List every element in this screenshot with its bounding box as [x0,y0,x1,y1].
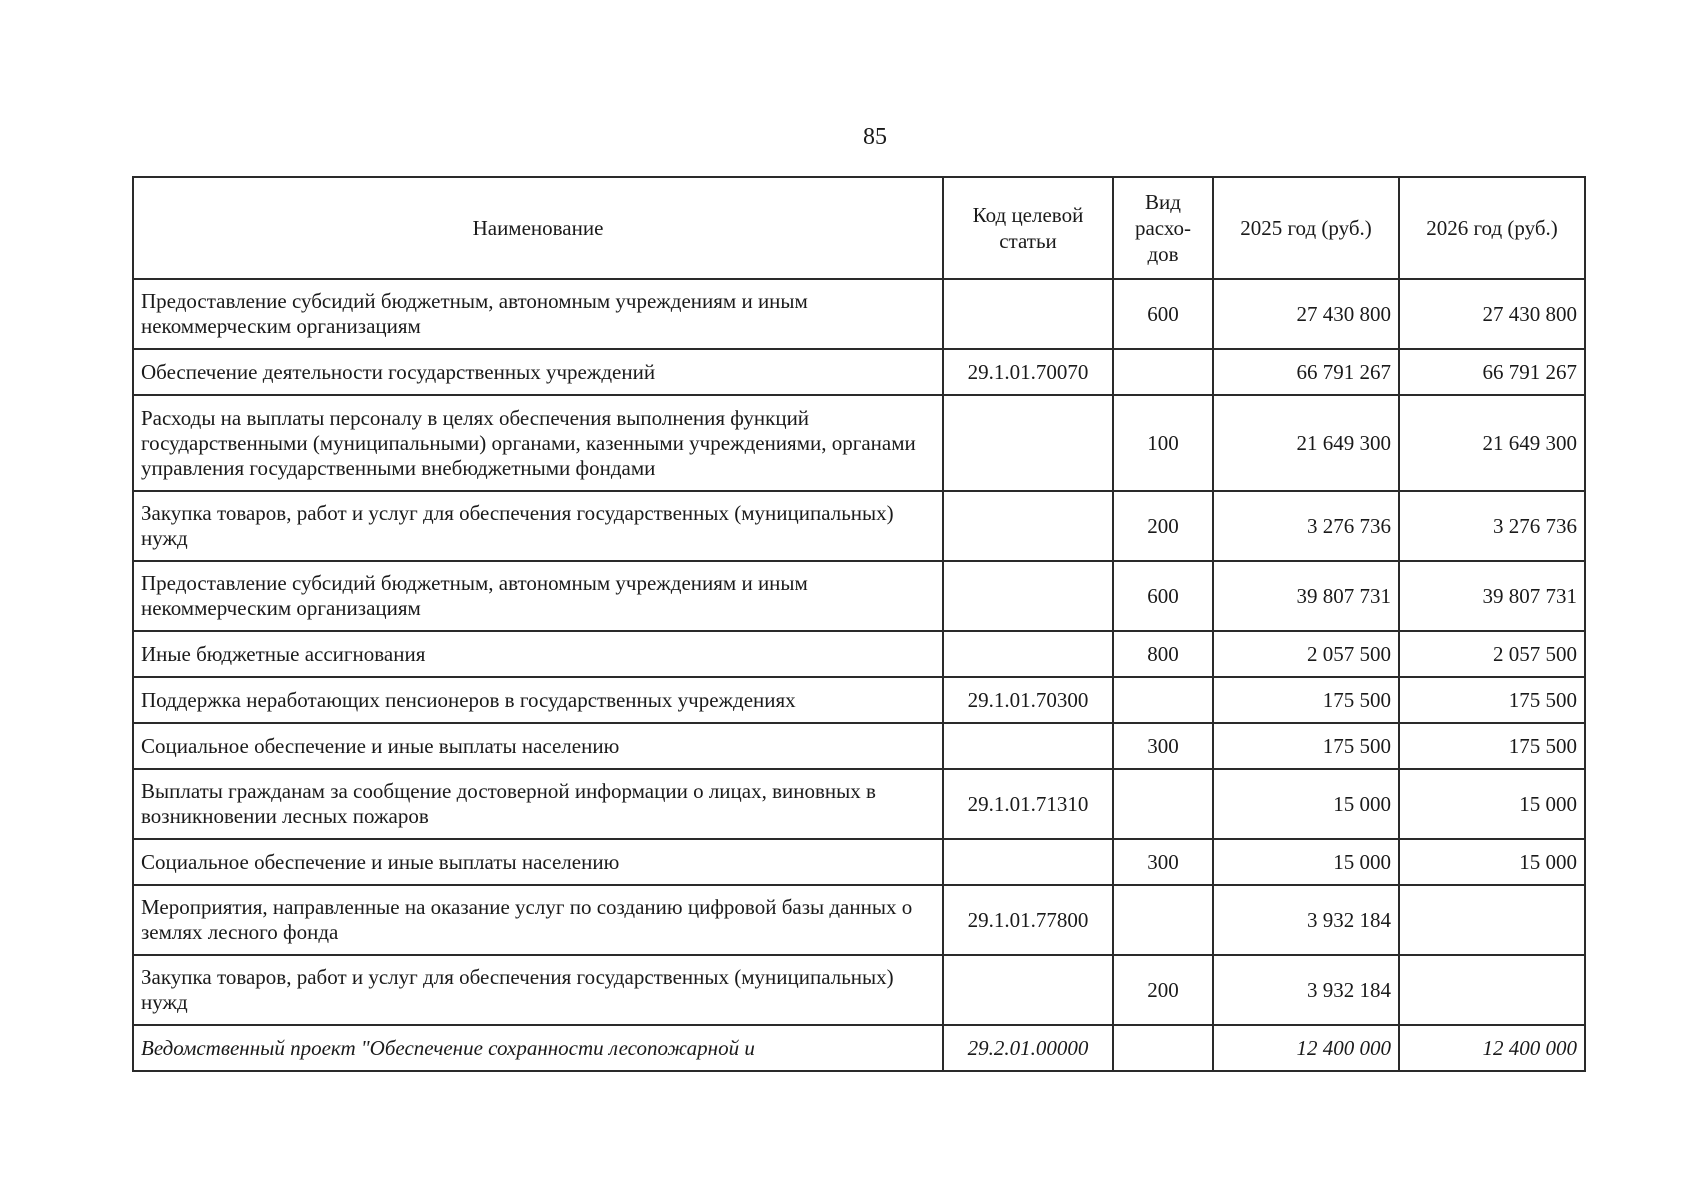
table-row [133,491,1585,561]
cell-2025: 66 791 267 [1213,349,1399,395]
cell-kind: 300 [1113,723,1213,769]
cell-code: 29.1.01.71310 [943,769,1113,839]
cell-2026: 15 000 [1399,769,1585,839]
cell-kind [1113,1025,1213,1071]
cell-2026: 3 276 736 [1399,491,1585,561]
cell-name: Социальное обеспечение и иные выплаты населению [133,723,943,769]
header-code: Код целевой статьи [943,177,1113,279]
table-row [133,561,1585,631]
cell-2026: 2 057 500 [1399,631,1585,677]
cell-kind: 200 [1113,955,1213,1025]
cell-name: Предоставление субсидий бюджетным, автономным учреждениям и иным некоммерческим организациям [133,561,943,631]
cell-kind: 800 [1113,631,1213,677]
cell-name: Социальное обеспечение и иные выплаты населению [133,839,943,885]
table-row [133,723,1585,769]
table-row [133,279,1585,349]
cell-2026 [1399,955,1585,1025]
page-number: 85 [863,124,887,150]
cell-name: Закупка товаров, работ и услуг для обеспечения государственных (муниципальных) нужд [133,491,943,561]
table-row [133,769,1585,839]
cell-kind [1113,769,1213,839]
cell-name: Обеспечение деятельности государственных учреждений [133,349,943,395]
cell-code [943,955,1113,1025]
cell-kind: 600 [1113,279,1213,349]
cell-code: 29.2.01.00000 [943,1025,1113,1071]
table-row [133,677,1585,723]
table-row [133,349,1585,395]
cell-2025: 39 807 731 [1213,561,1399,631]
cell-name: Поддержка неработающих пенсионеров в государственных учреждениях [133,677,943,723]
cell-name: Расходы на выплаты персоналу в целях обеспечения выполнения функций государственными (муниципальными) органами, казенными учреждениями, органами управления государственными внебюджетными фондами [133,395,943,491]
cell-code [943,561,1113,631]
cell-code: 29.1.01.77800 [943,885,1113,955]
cell-kind: 300 [1113,839,1213,885]
cell-2025: 15 000 [1213,769,1399,839]
table-row [133,839,1585,885]
cell-name: Иные бюджетные ассигнования [133,631,943,677]
cell-kind: 100 [1113,395,1213,491]
table-row [133,955,1585,1025]
header-name: Наименование [133,177,943,279]
cell-2026: 175 500 [1399,677,1585,723]
header-2026: 2026 год (руб.) [1399,177,1585,279]
cell-2026: 21 649 300 [1399,395,1585,491]
cell-2025: 21 649 300 [1213,395,1399,491]
cell-2025: 3 932 184 [1213,885,1399,955]
cell-name: Закупка товаров, работ и услуг для обеспечения государственных (муниципальных) нужд [133,955,943,1025]
cell-2025: 175 500 [1213,723,1399,769]
budget-table [132,176,1586,1072]
cell-2025: 15 000 [1213,839,1399,885]
cell-2026: 66 791 267 [1399,349,1585,395]
cell-2026: 15 000 [1399,839,1585,885]
header-kind: Вид расхо-дов [1113,177,1213,279]
cell-kind: 200 [1113,491,1213,561]
table-row [133,885,1585,955]
table-header-row [133,177,1585,279]
cell-2026: 39 807 731 [1399,561,1585,631]
table-row [133,1025,1585,1071]
cell-2025: 3 932 184 [1213,955,1399,1025]
cell-2025: 12 400 000 [1213,1025,1399,1071]
cell-2026 [1399,885,1585,955]
cell-2026: 27 430 800 [1399,279,1585,349]
table-row [133,395,1585,491]
cell-code [943,723,1113,769]
cell-name: Ведомственный проект "Обеспечение сохранности лесопожарной и [133,1025,943,1071]
cell-code [943,279,1113,349]
header-2025: 2025 год (руб.) [1213,177,1399,279]
cell-2025: 3 276 736 [1213,491,1399,561]
cell-code [943,631,1113,677]
cell-2026: 12 400 000 [1399,1025,1585,1071]
cell-kind [1113,349,1213,395]
cell-code: 29.1.01.70300 [943,677,1113,723]
table-row [133,631,1585,677]
cell-code [943,491,1113,561]
cell-code [943,395,1113,491]
cell-name: Предоставление субсидий бюджетным, автономным учреждениям и иным некоммерческим организациям [133,279,943,349]
cell-name: Мероприятия, направленные на оказание услуг по созданию цифровой базы данных о землях лесного фонда [133,885,943,955]
cell-kind [1113,677,1213,723]
cell-kind [1113,885,1213,955]
cell-kind: 600 [1113,561,1213,631]
cell-2025: 27 430 800 [1213,279,1399,349]
cell-code [943,839,1113,885]
cell-2025: 2 057 500 [1213,631,1399,677]
cell-name: Выплаты гражданам за сообщение достоверной информации о лицах, виновных в возникновении лесных пожаров [133,769,943,839]
cell-2026: 175 500 [1399,723,1585,769]
table-body [133,279,1585,1071]
cell-2025: 175 500 [1213,677,1399,723]
cell-code: 29.1.01.70070 [943,349,1113,395]
